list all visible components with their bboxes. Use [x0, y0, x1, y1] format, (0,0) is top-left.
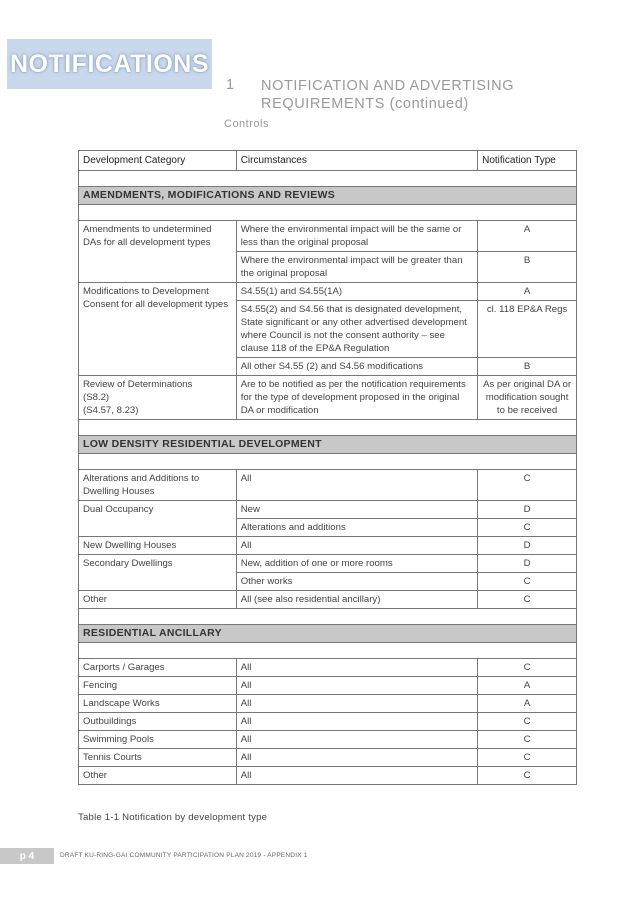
- cell-circumstance: Where the environmental impact will be greater than the original proposal: [236, 252, 477, 283]
- section-number: 1: [226, 77, 235, 93]
- cell-circumstance: All: [236, 659, 477, 677]
- cell-circumstance: All: [236, 470, 477, 501]
- cell-type: C: [478, 767, 577, 785]
- category-line: Review of Determinations: [83, 379, 193, 390]
- banner-title: NOTIFICATIONS: [9, 49, 210, 78]
- cell-category: Fencing: [79, 677, 237, 695]
- category-heading: AMENDMENTS, MODIFICATIONS AND REVIEWS: [79, 187, 577, 205]
- cell-type: cl. 118 EP&A Regs: [478, 301, 577, 358]
- cell-circumstance: All other S4.55 (2) and S4.56 modifications: [236, 358, 477, 376]
- cell-category: Other: [79, 591, 237, 609]
- cell-type: A: [478, 283, 577, 301]
- cell-category: Secondary Dwellings: [79, 555, 237, 591]
- cell-category: Dual Occupancy: [79, 501, 237, 537]
- table-row: [79, 283, 577, 301]
- category-row: [79, 187, 577, 205]
- cell-type: C: [478, 591, 577, 609]
- cell-category: Tennis Courts: [79, 749, 237, 767]
- table-row: [79, 731, 577, 749]
- cell-circumstance: Where the environmental impact will be the same or less than the original proposal: [236, 221, 477, 252]
- cell-type: C: [478, 749, 577, 767]
- section-title: [261, 77, 514, 113]
- table-row: [79, 713, 577, 731]
- cell-type: A: [478, 677, 577, 695]
- table-row: [79, 501, 577, 519]
- table-row: [79, 677, 577, 695]
- cell-type: D: [478, 501, 577, 519]
- spacer-row: [79, 205, 577, 221]
- cell-circumstance: All: [236, 695, 477, 713]
- cell-type: C: [478, 659, 577, 677]
- table-row: [79, 695, 577, 713]
- cell-category: Swimming Pools: [79, 731, 237, 749]
- cell-circumstance: S4.55(1) and S4.55(1A): [236, 283, 477, 301]
- table-row: [79, 659, 577, 677]
- spacer-row: [79, 420, 577, 436]
- cell-type: C: [478, 713, 577, 731]
- spacer-row: [79, 454, 577, 470]
- cell-circumstance: Other works: [236, 573, 477, 591]
- cell-type: C: [478, 519, 577, 537]
- cell-type: A: [478, 221, 577, 252]
- column-header: Notification Type: [478, 151, 577, 171]
- subheading: Controls: [224, 118, 269, 130]
- column-header: Circumstances: [236, 151, 477, 171]
- table-row: [79, 591, 577, 609]
- cell-category: New Dwelling Houses: [79, 537, 237, 555]
- cell-category: Other: [79, 767, 237, 785]
- cell-category: Landscape Works: [79, 695, 237, 713]
- cell-circumstance: Alterations and additions: [236, 519, 477, 537]
- category-row: [79, 436, 577, 454]
- table-row: [79, 749, 577, 767]
- column-header: Development Category: [79, 151, 237, 171]
- page-number: p 4: [19, 850, 35, 862]
- section-title-line-2: REQUIREMENTS (continued): [261, 96, 469, 112]
- table-caption: Table 1-1 Notification by development type: [78, 812, 268, 823]
- cell-circumstance: New: [236, 501, 477, 519]
- cell-type: As per original DA or modification sought to be received: [478, 376, 577, 420]
- cell-circumstance: All: [236, 731, 477, 749]
- cell-circumstance: All (see also residential ancillary): [236, 591, 477, 609]
- notification-table: [78, 150, 577, 785]
- cell-category: Outbuildings: [79, 713, 237, 731]
- category-line: (S8.2): [83, 392, 110, 403]
- table-row: [79, 537, 577, 555]
- cell-circumstance: Are to be notified as per the notification requirements for the type of development proposed in the original DA or modification: [236, 376, 477, 420]
- cell-circumstance: All: [236, 713, 477, 731]
- table-row: [79, 221, 577, 252]
- cell-category: Alterations and Additions to Dwelling Houses: [79, 470, 237, 501]
- spacer-row: [79, 609, 577, 625]
- footer-text: DRAFT KU-RING-GAI COMMUNITY PARTICIPATION PLAN 2019 - APPENDIX 1: [60, 852, 308, 859]
- cell-category: Modifications to Development Consent for all development types: [79, 283, 237, 376]
- category-heading: LOW DENSITY RESIDENTIAL DEVELOPMENT: [79, 436, 577, 454]
- cell-type: C: [478, 731, 577, 749]
- cell-type: C: [478, 470, 577, 501]
- table-row: [79, 376, 577, 420]
- table-row: [79, 470, 577, 501]
- cell-type: A: [478, 695, 577, 713]
- cell-type: B: [478, 358, 577, 376]
- cell-type: B: [478, 252, 577, 283]
- cell-category: Carports / Garages: [79, 659, 237, 677]
- category-line: (S4.57, 8.23): [83, 405, 139, 416]
- spacer-row: [79, 171, 577, 187]
- table-header-row: [79, 151, 577, 171]
- cell-type: D: [478, 555, 577, 573]
- cell-circumstance: All: [236, 767, 477, 785]
- table-row: [79, 767, 577, 785]
- spacer-row: [79, 643, 577, 659]
- cell-type: C: [478, 573, 577, 591]
- cell-circumstance: New, addition of one or more rooms: [236, 555, 477, 573]
- cell-circumstance: S4.55(2) and S4.56 that is designated development, State significant or any other advertised development where Council is not the consent authority – see clause 118 of the EP&A Regulation: [236, 301, 477, 358]
- cell-type: D: [478, 537, 577, 555]
- section-title-line-1: NOTIFICATION AND ADVERTISING: [261, 78, 515, 94]
- cell-category: [79, 376, 237, 420]
- page-number-box: [0, 848, 54, 864]
- cell-circumstance: All: [236, 537, 477, 555]
- category-row: [79, 625, 577, 643]
- cell-circumstance: All: [236, 677, 477, 695]
- section-banner: [7, 39, 212, 89]
- cell-category: Amendments to undetermined DAs for all development types: [79, 221, 237, 283]
- table-row: [79, 555, 577, 573]
- category-heading: RESIDENTIAL ANCILLARY: [79, 625, 577, 643]
- cell-circumstance: All: [236, 749, 477, 767]
